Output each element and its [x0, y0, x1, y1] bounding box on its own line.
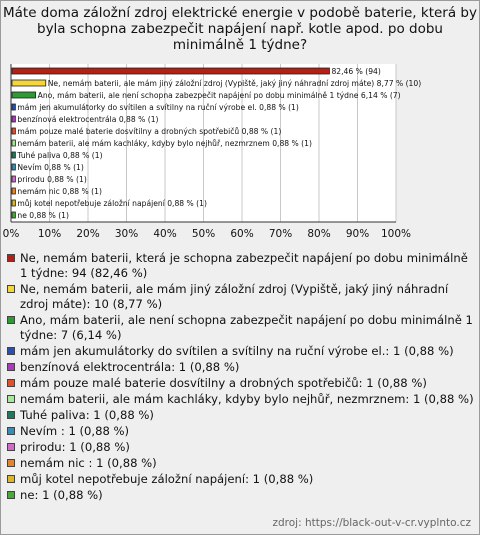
- legend-label: Ano, mám baterii, ale není schopna zabezpečit napájení po dobu minimálně 1 týdne: 7 (6,14 %): [20, 313, 473, 342]
- bar: [12, 164, 15, 170]
- bar-label: prirodu 0,88 % (1): [17, 175, 87, 184]
- bar-group: [12, 199, 207, 208]
- legend-swatch: [7, 427, 15, 435]
- x-tick-label: 10%: [37, 228, 62, 240]
- bar-group: [12, 79, 421, 88]
- legend-item: [7, 440, 475, 455]
- x-tick-label: 80%: [307, 228, 331, 240]
- bar-group: [12, 139, 312, 148]
- legend-swatch: [7, 363, 15, 371]
- legend: [7, 251, 475, 504]
- bar: [12, 80, 46, 86]
- bar-group: [12, 127, 281, 136]
- legend-item: [7, 456, 475, 471]
- legend-item: [7, 424, 475, 439]
- bar-label: nemám baterii, ale mám kachláky, kdyby bylo nejhůř, nezmrznem 0,88 % (1): [17, 139, 312, 148]
- bar-group: [12, 91, 401, 100]
- legend-label: Ne, nemám baterii, ale mám jiný záložní zdroj (Vypiště, jaký jiný náhradní zdroj máte): 10 (8,77 %): [20, 282, 449, 311]
- bar-group: [12, 151, 103, 160]
- legend-swatch: [7, 254, 15, 262]
- bar-group: [12, 103, 299, 112]
- bar: [12, 188, 15, 194]
- bar-label: Tuhé paliva 0,88 % (1): [17, 151, 103, 160]
- x-tick-label: 50%: [191, 228, 216, 240]
- legend-swatch: [7, 379, 15, 387]
- legend-swatch: [7, 316, 15, 324]
- bar-label: 82,46 % (94): [331, 67, 381, 76]
- legend-label: Nevím : 1 (0,88 %): [20, 424, 130, 438]
- bar-plot: [1, 1, 479, 246]
- legend-swatch: [7, 475, 15, 483]
- legend-label: mám pouze malé baterie dosvítilny a drobných spotřebičů: 1 (0,88 %): [20, 376, 427, 390]
- legend-label: prirodu: 1 (0,88 %): [20, 440, 130, 454]
- x-tick-label: 70%: [268, 228, 293, 240]
- legend-label: Tuhé paliva: 1 (0,88 %): [20, 408, 154, 422]
- legend-item: [7, 360, 475, 375]
- bar: [12, 212, 15, 218]
- legend-item: [7, 392, 475, 407]
- bar-label: benzínová elektrocentrála 0,88 % (1): [17, 115, 159, 124]
- legend-item: [7, 344, 475, 359]
- x-tick-label: 60%: [230, 228, 254, 240]
- legend-swatch: [7, 491, 15, 499]
- bar-label: Ne, nemám baterii, ale mám jiný záložní zdroj (Vypiště, jaký jiný náhradní zdroj máte) 8,77 % (10): [47, 79, 422, 88]
- bar-label: mám jen akumulátorky do svítilen a svítilny na ruční výrobe el. 0,88 % (1): [17, 103, 299, 112]
- bar-label: ne 0,88 % (1): [17, 211, 69, 220]
- legend-item: [7, 488, 475, 503]
- chart-title: Máte doma záložní zdroj elektrické energie v podobě baterie, která by byla schopna zabezpečit napájení např. kotle apod. po dobu minimálně 1 týdne?: [3, 5, 477, 53]
- x-tick-label: 90%: [345, 228, 370, 240]
- legend-item: [7, 251, 475, 281]
- source-credit: zdroj: https://black-out-v-cr.vyplnto.cz: [272, 517, 471, 529]
- legend-label: ne: 1 (0,88 %): [20, 488, 103, 502]
- bar: [12, 116, 15, 122]
- x-tick-label: 30%: [114, 228, 139, 240]
- legend-item: [7, 313, 475, 343]
- bar-group: [12, 115, 159, 124]
- legend-swatch: [7, 411, 15, 419]
- bar: [12, 128, 15, 134]
- bar-group: [12, 175, 87, 184]
- x-tick-label: 20%: [76, 228, 100, 240]
- x-tick-label: 100%: [380, 228, 412, 240]
- legend-label: Ne, nemám baterii, která je schopna zabezpečit napájení po dobu minimálně 1 týdne: 94 (82,46 %): [20, 251, 468, 280]
- bar-group: [12, 211, 69, 220]
- bar: [12, 68, 329, 74]
- legend-item: [7, 472, 475, 487]
- bar-group: [12, 187, 102, 196]
- bar: [12, 176, 15, 182]
- legend-label: mám jen akumulátorky do svítilen a svítilny na ruční výrobe el.: 1 (0,88 %): [20, 344, 454, 358]
- bar: [12, 92, 36, 98]
- bar-label: nemám nic 0,88 % (1): [17, 187, 102, 196]
- x-tick-label: 0%: [2, 228, 20, 240]
- legend-swatch: [7, 443, 15, 451]
- x-tick-label: 40%: [153, 228, 177, 240]
- bar: [12, 140, 15, 146]
- legend-item: [7, 282, 475, 312]
- legend-label: nemám nic : 1 (0,88 %): [20, 456, 157, 470]
- bar-label: Ano, mám baterii, ale není schopna zabezpečit napájení po dobu minimálně 1 týdne 6,14 % (7): [37, 91, 401, 100]
- bar: [12, 104, 15, 110]
- legend-item: [7, 408, 475, 423]
- bar-label: mám pouze malé baterie dosvítilny a drobných spotřebičů 0,88 % (1): [17, 127, 282, 136]
- legend-swatch: [7, 459, 15, 467]
- bar: [12, 200, 15, 206]
- bar-label: můj kotel nepotřebuje záložní napájení 0,88 % (1): [17, 199, 207, 208]
- legend-item: [7, 376, 475, 391]
- legend-swatch: [7, 285, 15, 293]
- legend-swatch: [7, 347, 15, 355]
- bar-label: Nevím 0,88 % (1): [17, 163, 84, 172]
- legend-label: benzínová elektrocentrála: 1 (0,88 %): [20, 360, 240, 374]
- legend-swatch: [7, 395, 15, 403]
- legend-label: nemám baterii, ale mám kachláky, kdyby bylo nejhůř, nezmrznem: 1 (0,88 %): [20, 392, 474, 406]
- bar: [12, 152, 15, 158]
- bar-group: [12, 163, 84, 172]
- legend-label: můj kotel nepotřebuje záložní napájení: 1 (0,88 %): [20, 472, 314, 486]
